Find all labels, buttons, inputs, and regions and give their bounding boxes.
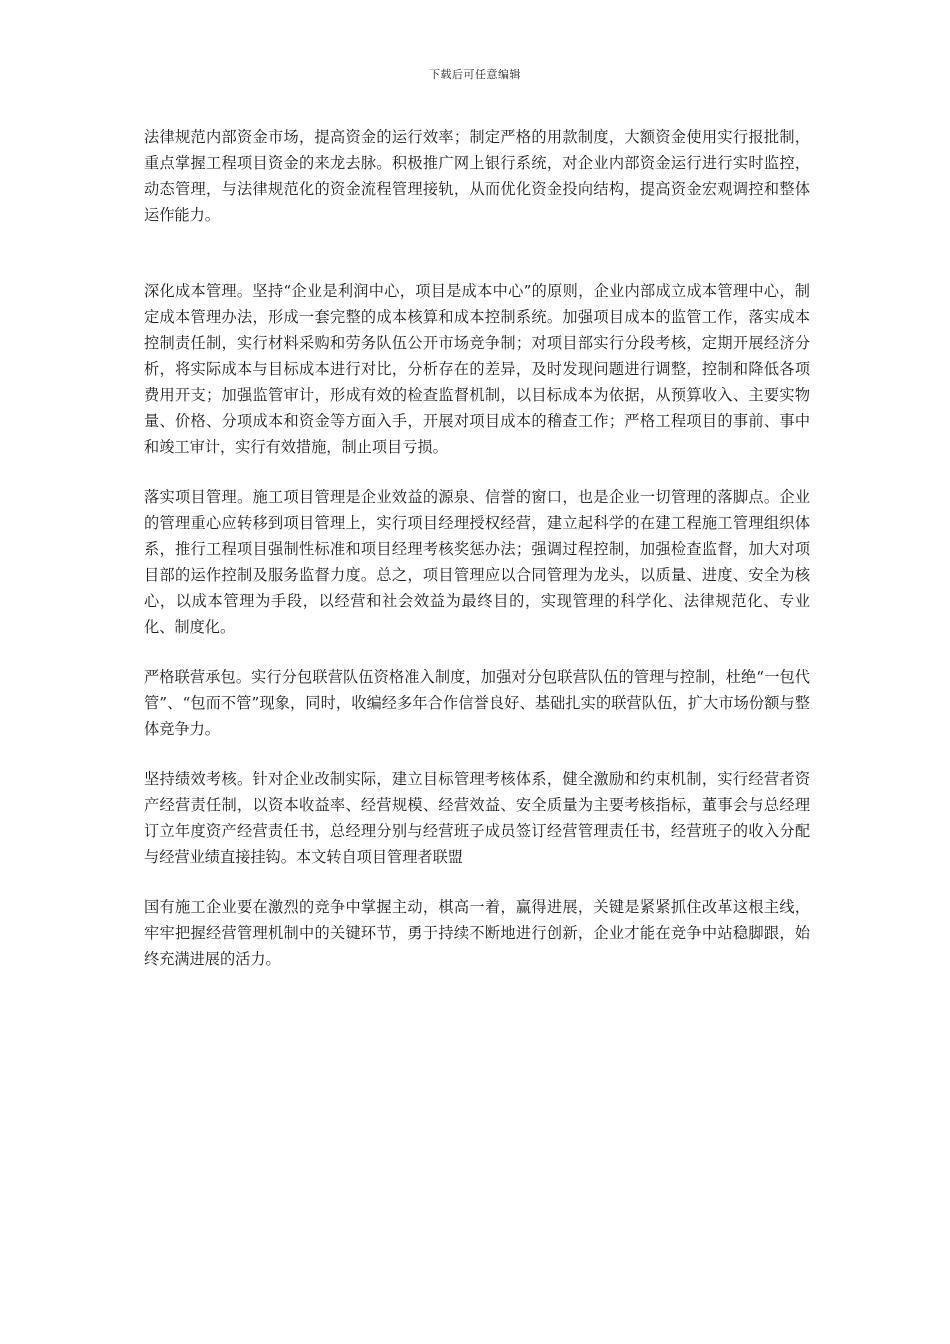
paragraph-performance-assessment: 坚持绩效考核。针对企业改制实际，建立目标管理考核体系，健全激励和约束机制，实行经营者资产经营责任制，以资本收益率、经营规模、经营效益、安全质量为主要考核指标，董事会与总经理订立年度资产经营责任书，总经理分别与经营班子成员签订经营管理责任书，经营班子的收入分配与经营业绩直接挂钩。本文转自项目管理者联盟: [144, 770, 810, 866]
paragraph-joint-contracting: 严格联营承包。实行分包联营队伍资格准入制度，加强对分包联营队伍的管理与控制，杜绝“一包代管”、“包而不管”现象，同时，收编经多年合作信誉良好、基础扎实的联营队伍，扩大市场份额与整体竞争力。: [144, 668, 810, 738]
paragraph-cost-management: 深化成本管理。坚持“企业是利润中心，项目是成本中心”的原则，企业内部成立成本管理中心，制定成本管理办法，形成一套完整的成本核算和成本控制系统。加强项目成本的监管工作，落实成本控制责任制，实行材料采购和劳务队伍公开市场竞争制；对项目部实行分段考核，定期开展经济分析，将实际成本与目标成本进行对比，分析存在的差异，及时发现问题进行调整，控制和降低各项费用开支；加强监管审计，形成有效的检查监督机制，以目标成本为依据，从预算收入、主要实物量、价格、分项成本和资金等方面入手，开展对项目成本的稽查工作；严格工程项目的事前、事中和竣工审计，实行有效措施，制止项目亏损。: [144, 282, 810, 456]
paragraph-funds: 法律规范内部资金市场，提高资金的运行效率；制定严格的用款制度，大额资金使用实行报批制，重点掌握工程项目资金的来龙去脉。积极推广网上银行系统，对企业内部资金运行进行实时监控，动态管理，与法律规范化的资金流程管理接轨，从而优化资金投向结构，提高资金宏观调控和整体运作能力。: [144, 128, 810, 224]
paragraph-project-management: 落实项目管理。施工项目管理是企业效益的源泉、信誉的窗口，也是企业一切管理的落脚点。企业的管理重心应转移到项目管理上，实行项目经理授权经营，建立起科学的在建工程施工管理组织体系，推行工程项目强制性标准和项目经理考核奖惩办法；强调过程控制，加强检查监督，加大对项目部的运作控制及服务监督力度。总之，项目管理应以合同管理为龙头，以质量、进度、安全为核心，以成本管理为手段，以经营和社会效益为最终目的，实现管理的科学化、法律规范化、专业化、制度化。: [144, 488, 810, 636]
document-body: [144, 124, 810, 972]
paragraph-conclusion: 国有施工企业要在激烈的竞争中掌握主动，棋高一着，赢得进展，关键是紧紧抓住改革这根主线，牢牢把握经营管理机制中的关键环节，勇于持续不断地进行创新，企业才能在竞争中站稳脚跟，始终充满进展的活力。: [144, 898, 810, 968]
header-note: 下载后可任意编辑: [429, 68, 521, 81]
